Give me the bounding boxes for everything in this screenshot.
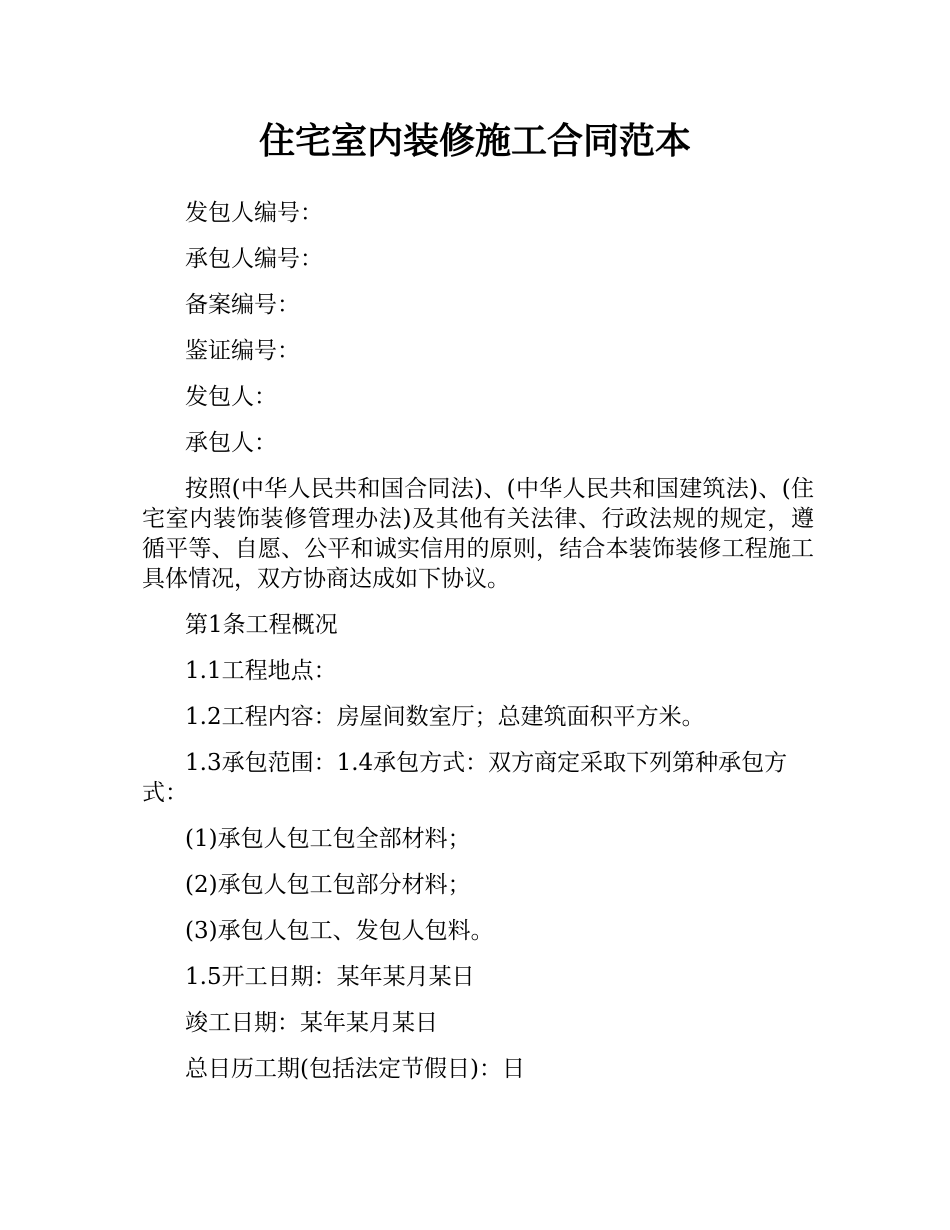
clause-1-5-start-date: 1.5开工日期：某年某月某日 bbox=[185, 964, 475, 990]
field-employer-number: 发包人编号： bbox=[185, 200, 323, 226]
option-3: (3)承包人包工、发包人包料。 bbox=[185, 918, 494, 944]
document-body bbox=[142, 198, 814, 1100]
preamble-paragraph: 按照(中华人民共和国合同法)、(中华人民共和国建筑法)、(住宅室内装饰装修管理办法)及其他有关法律、行政法规的规定，遵循平等、自愿、公平和诚实信用的原则，结合本装饰装修工程施工具体情况，双方协商达成如下协议。 bbox=[142, 476, 814, 592]
article-1-heading: 第1条工程概况 bbox=[185, 612, 338, 638]
field-filing-number: 备案编号： bbox=[185, 292, 300, 318]
field-employer: 发包人： bbox=[185, 384, 277, 410]
total-calendar-duration: 总日历工期(包括法定节假日)：日 bbox=[185, 1056, 525, 1082]
completion-date: 竣工日期：某年某月某日 bbox=[185, 1010, 438, 1036]
option-1: (1)承包人包工包全部材料； bbox=[185, 826, 471, 852]
clause-1-3-1-4: 1.3承包范围：1.4承包方式：双方商定采取下列第种承包方式： bbox=[142, 750, 788, 806]
clause-1-2: 1.2工程内容：房屋间数室厅；总建筑面积平方米。 bbox=[185, 704, 705, 730]
field-contractor-number: 承包人编号： bbox=[185, 246, 323, 272]
document-title: 住宅室内装修施工合同范本 bbox=[258, 121, 691, 162]
field-contractor: 承包人： bbox=[185, 430, 277, 456]
option-2: (2)承包人包工包部分材料； bbox=[185, 872, 471, 898]
field-verification-number: 鉴证编号： bbox=[185, 338, 300, 364]
clause-1-1: 1.1工程地点： bbox=[185, 658, 337, 684]
